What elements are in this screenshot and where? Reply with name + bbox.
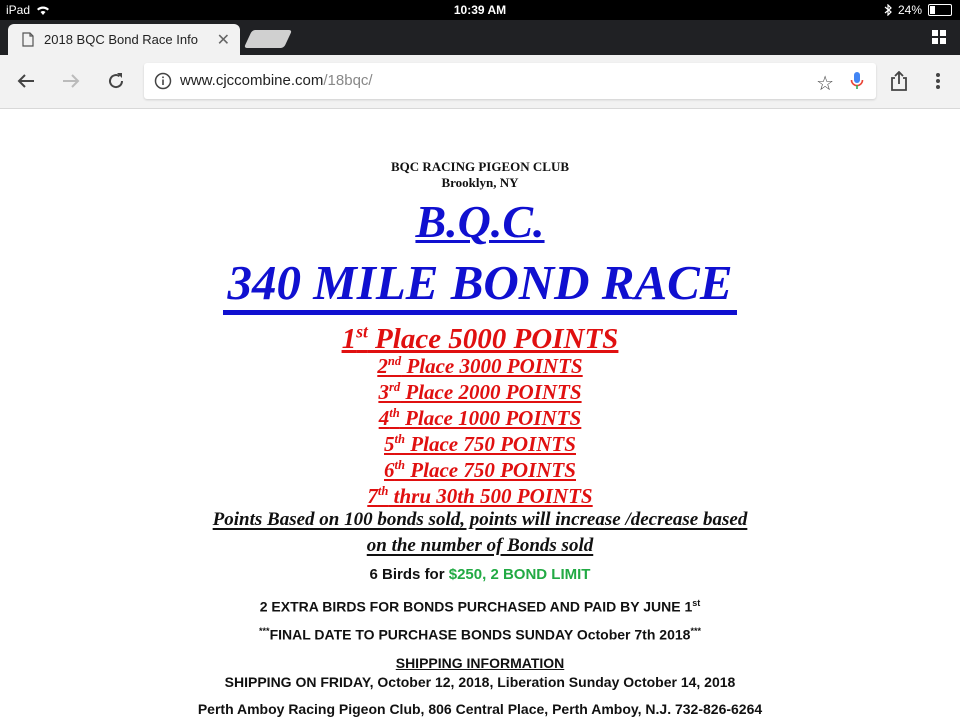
back-arrow-icon [17, 73, 35, 89]
points-note-text-2: on the number of Bonds sold [366, 535, 594, 556]
tab-switcher-icon[interactable] [932, 30, 946, 44]
bookmark-star-icon[interactable]: ☆ [816, 73, 834, 95]
more-vertical-icon [935, 72, 941, 90]
prize-ordinal-suffix: th [389, 406, 400, 420]
prize-text: Place 750 POINTS [405, 458, 576, 482]
price-text: $250, 2 BOND LIMIT [448, 566, 591, 583]
bond-price [0, 566, 960, 583]
menu-button[interactable] [926, 69, 950, 93]
url-text[interactable] [180, 72, 373, 89]
device-label: iPad [6, 3, 31, 17]
tab-active[interactable] [8, 24, 240, 55]
battery-icon [928, 4, 952, 16]
clock: 10:39 AM [453, 3, 507, 17]
prize-ordinal: 3 [378, 380, 389, 404]
final-prefix: *** [259, 626, 270, 636]
prize-ordinal: 1 [341, 322, 357, 355]
info-icon[interactable] [154, 72, 172, 90]
microphone-icon[interactable] [850, 71, 864, 91]
prize-text: Place 5000 POINTS [367, 322, 619, 355]
prize-ordinal: 7 [367, 484, 378, 508]
prize-ordinal-suffix: th [394, 458, 406, 472]
url-path: /18bqc/ [323, 72, 373, 89]
bluetooth-icon [884, 4, 892, 16]
extra-birds-text: 2 EXTRA BIRDS FOR BONDS PURCHASED AND PAID BY JUNE 1 [259, 598, 693, 615]
prize-text: thru 30th 500 POINTS [388, 484, 593, 508]
status-bar [0, 0, 960, 20]
prize-ordinal-suffix: st [356, 321, 368, 341]
prize-text: Place 750 POINTS [405, 432, 576, 456]
prize-ordinal: 6 [384, 458, 395, 482]
close-tab-icon[interactable]: ✕ [216, 32, 230, 49]
points-note-line-1 [0, 507, 960, 533]
tab-title: 2018 BQC Bond Race Info [44, 32, 198, 47]
points-note-text-1: Points Based on 100 bonds sold, points will increase /decrease based [212, 509, 748, 530]
final-date-text: FINAL DATE TO PURCHASE BONDS SUNDAY October 7th 2018 [269, 626, 691, 643]
birds-label: 6 Birds for [369, 566, 449, 583]
prize-ordinal-suffix: rd [388, 380, 401, 394]
prize-text: Place 2000 POINTS [400, 380, 582, 404]
page-content [0, 109, 960, 720]
race-title [0, 255, 960, 311]
address-bar[interactable] [144, 63, 876, 99]
prize-ordinal-suffix: th [377, 484, 389, 498]
shipping-details: SHIPPING ON FRIDAY, October 12, 2018, Liberation Sunday October 14, 2018 [224, 674, 736, 690]
prize-7-30 [0, 479, 960, 509]
prize-ordinal-suffix: th [394, 432, 406, 446]
final-date-note [0, 626, 960, 643]
race-title-text: 340 MILE BOND RACE [223, 255, 736, 315]
prize-ordinal: 5 [384, 432, 395, 456]
points-note-line-2 [0, 533, 960, 559]
shipping-address: Perth Amboy Racing Pigeon Club, 806 Central Place, Perth Amboy, N.J. 732-826-6264 [197, 701, 763, 717]
forward-arrow-icon [62, 73, 80, 89]
share-button[interactable] [887, 69, 911, 93]
battery-percent: 24% [897, 3, 922, 17]
prize-ordinal: 4 [378, 406, 390, 430]
prize-text: Place 1000 POINTS [399, 406, 582, 430]
final-suffix: *** [690, 626, 701, 636]
club-location: Brooklyn, NY [441, 175, 519, 190]
reload-icon [107, 72, 125, 90]
page-heading [0, 196, 960, 248]
new-tab-button[interactable] [244, 30, 292, 48]
share-icon [890, 71, 908, 91]
back-button[interactable] [14, 69, 38, 93]
club-name: BQC RACING PIGEON CLUB [390, 159, 570, 174]
prize-ordinal-suffix: nd [387, 354, 402, 368]
extra-birds-note [0, 598, 960, 615]
reload-button[interactable] [104, 69, 128, 93]
club-header [0, 159, 960, 191]
prize-text: Place 3000 POINTS [401, 354, 583, 378]
heading-text: B.Q.C. [415, 196, 545, 247]
shipping-heading: SHIPPING INFORMATION [395, 655, 565, 671]
battery-level [930, 6, 935, 14]
page-icon [22, 32, 34, 47]
tab-strip [0, 20, 960, 55]
forward-button[interactable] [59, 69, 83, 93]
browser-toolbar [0, 55, 960, 109]
url-host: www.cjccombine.com [180, 72, 324, 89]
prize-ordinal: 2 [377, 354, 388, 378]
extra-birds-suffix: st [692, 598, 701, 608]
